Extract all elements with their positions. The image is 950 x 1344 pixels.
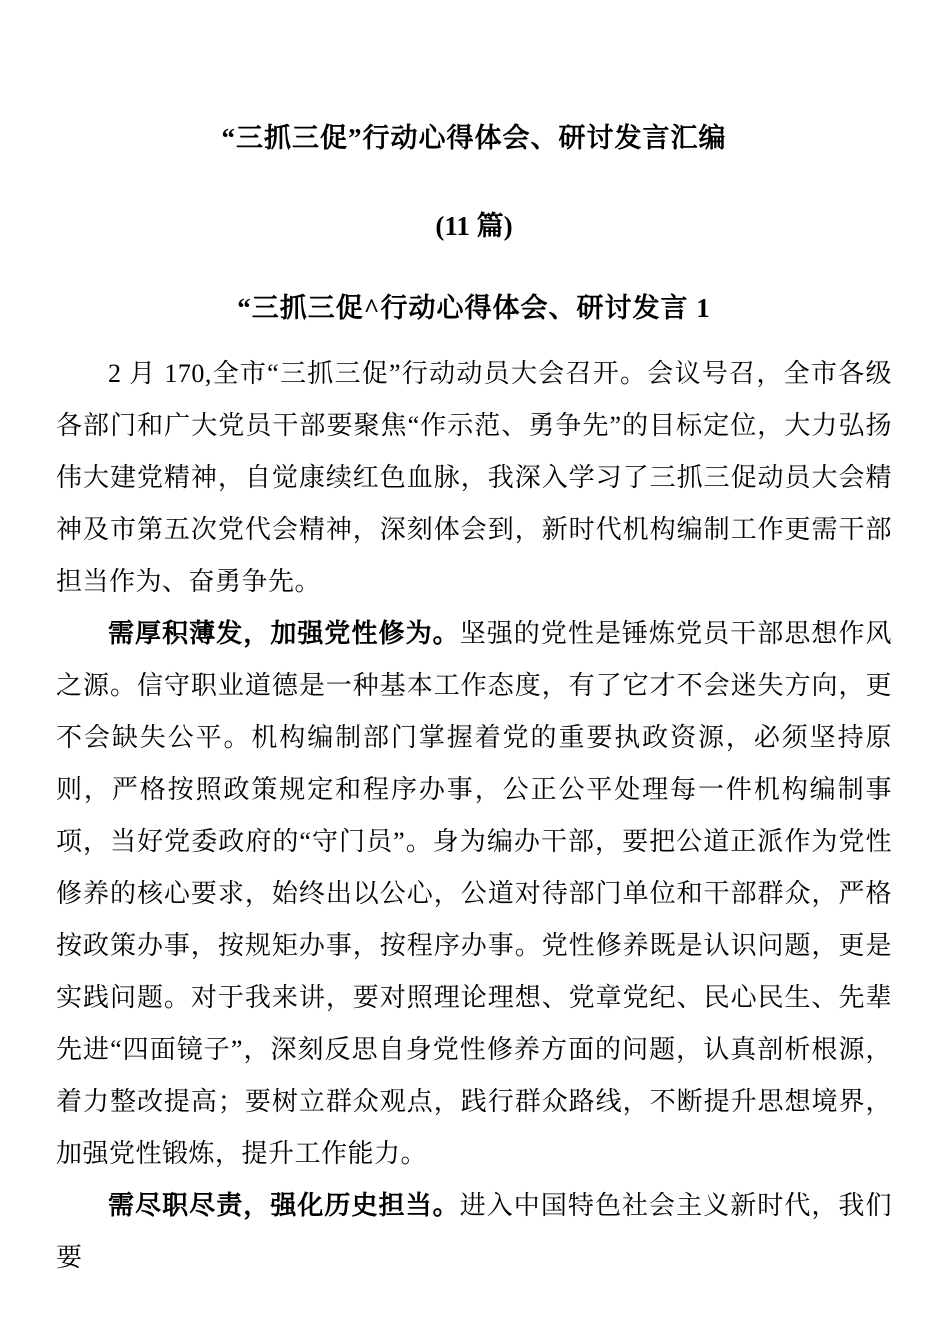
paragraph-duty-text: 进入中国特色社会主义新时代，我们要: [56, 1191, 892, 1272]
paragraph-party-spirit: [56, 608, 892, 1180]
paragraph-party-spirit-lead: 需厚积薄发，加强党性修为。: [108, 619, 460, 648]
paragraph-duty-lead: 需尽职尽责，强化历史担当。: [108, 1191, 460, 1220]
document-title: “三抓三促”行动心得体会、研讨发言汇编: [221, 123, 727, 153]
paragraph-duty: [56, 1180, 892, 1284]
section-heading: “三抓三促^行动心得体会、研讨发言 1: [237, 293, 711, 323]
document-body: [56, 348, 892, 1284]
paragraph-party-spirit-text: 坚强的党性是锤炼党员干部思想作风之源。信守职业道德是一种基本工作态度，有了它才不会迷失方向，更不会缺失公平。机构编制部门掌握着党的重要执政资源，必须坚持原则，严格按照政策规定和程序办事，公正公平处理每一件机构编制事项，当好党委政府的“守门员”。身为编办干部，要把公道正派作为党性修养的核心要求，始终出以公心，公道对待部门单位和干部群众，严格按政策办事，按规矩办事，按程序办事。党性修养既是认识问题，更是实践问题。对于我来讲，要对照理论理想、党章党纪、民心民生、先辈先进“四面镜子”，深刻反思自身党性修养方面的问题，认真剖析根源，着力整改提高；要树立群众观点，践行群众路线，不断提升思想境界，加强党性锻炼，提升工作能力。: [56, 619, 892, 1168]
paragraph-intro: [56, 348, 892, 608]
paragraph-intro-text: 2 月 170,全市“三抓三促”行动动员大会召开。会议号召，全市各级各部门和广大党员干部要聚焦“作示范、勇争先”的目标定位，大力弘扬伟大建党精神，自觉康续红色血脉，我深入学习了三抓三促动员大会精神及市第五次党代会精神，深刻体会到，新时代机构编制工作更需干部担当作为、奋勇争先。: [56, 359, 892, 596]
document-piece-count: (11 篇): [435, 211, 513, 241]
